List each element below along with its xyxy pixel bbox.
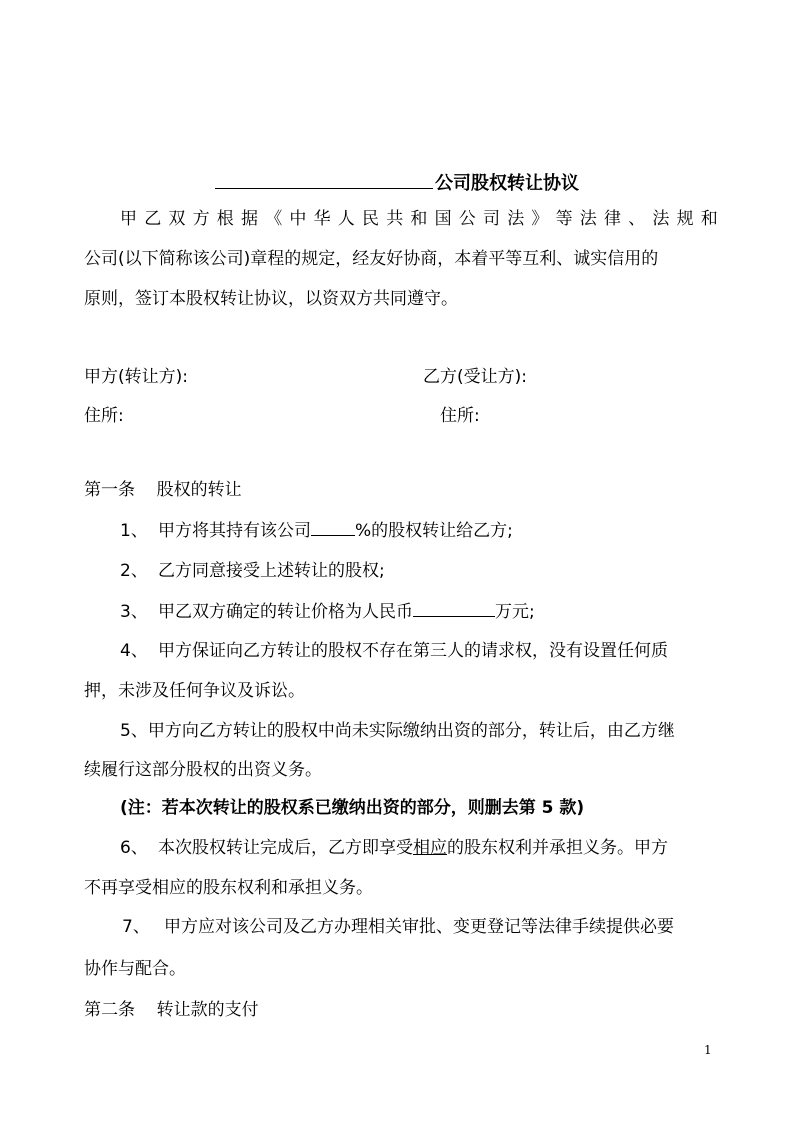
article-1-item-5-line-2: 续履行这部分股权的出资义务。 (84, 760, 322, 780)
page-number: 1 (704, 1043, 712, 1057)
item-text: 甲方将其持有该公司 (158, 521, 311, 541)
item-number: 2、 (120, 561, 148, 581)
item-text: %的股权转让给乙方; (355, 521, 513, 541)
item-number: 7、 (122, 917, 150, 937)
item-number: 6、 (120, 838, 148, 858)
preamble-line-2: 公司(以下简称该公司)章程的规定，经友好协商，本着平等互利、诚实信用的 (84, 249, 659, 269)
underlined-word: 相应 (413, 838, 447, 858)
company-name-blank (215, 170, 433, 189)
article-1-item-6-line-1 (120, 836, 720, 860)
party-b-label: 乙方(受让方): (423, 367, 527, 387)
article-1-item-3 (120, 599, 720, 624)
percentage-blank (311, 518, 355, 536)
article-1-heading: 第一条 股权的转让 (84, 480, 242, 500)
article-1-item-7-line-1 (122, 915, 720, 939)
title-text: 公司股权转让协议 (435, 173, 579, 194)
article-1-item-6-line-2: 不再享受相应的股东权利和承担义务。 (84, 878, 373, 898)
item-text: 本次股权转让完成后，乙方即享受 (158, 838, 413, 858)
preamble-line-3: 原则，签订本股权转让协议，以资双方共同遵守。 (84, 289, 458, 309)
article-1-item-1 (120, 518, 720, 543)
article-1-item-7-line-2: 协作与配合。 (84, 959, 186, 979)
item-number: 3、 (120, 602, 148, 622)
price-blank (413, 599, 495, 617)
item-text: 乙方同意接受上述转让的股权; (158, 561, 385, 581)
article-1-item-4-line-2: 押，未涉及任何争议及诉讼。 (84, 681, 305, 701)
item-text: 甲方应对该公司及乙方办理相关审批、变更登记等法律手续提供必要 (164, 917, 674, 937)
party-b-address-label: 住所: (440, 406, 480, 426)
document-title (0, 170, 794, 196)
deletion-note: (注：若本次转让的股权系已缴纳出资的部分，则删去第 5 款) (120, 798, 585, 818)
item-text: 甲乙双方确定的转让价格为人民币 (158, 602, 413, 622)
article-1-item-2 (120, 559, 720, 583)
item-text: 的股东权利并承担义务。甲方 (447, 838, 668, 858)
item-text: 万元; (495, 602, 535, 622)
item-text: 甲方保证向乙方转让的股权不存在第三人的请求权，没有设置任何质 (158, 641, 668, 661)
party-a-label: 甲方(转让方): (84, 367, 188, 387)
article-1-item-4-line-1 (120, 639, 720, 663)
item-number: 4、 (120, 641, 148, 661)
article-1-item-5-line-1: 5、甲方向乙方转让的股权中尚未实际缴纳出资的部分，转让后，由乙方继 (120, 721, 675, 741)
preamble-line-1: 甲乙双方根据《中华人民共和国公司法》等法律、法规和 (120, 209, 725, 229)
article-2-heading: 第二条 转让款的支付 (84, 1000, 259, 1020)
item-number: 1、 (120, 521, 148, 541)
party-a-address-label: 住所: (84, 406, 124, 426)
